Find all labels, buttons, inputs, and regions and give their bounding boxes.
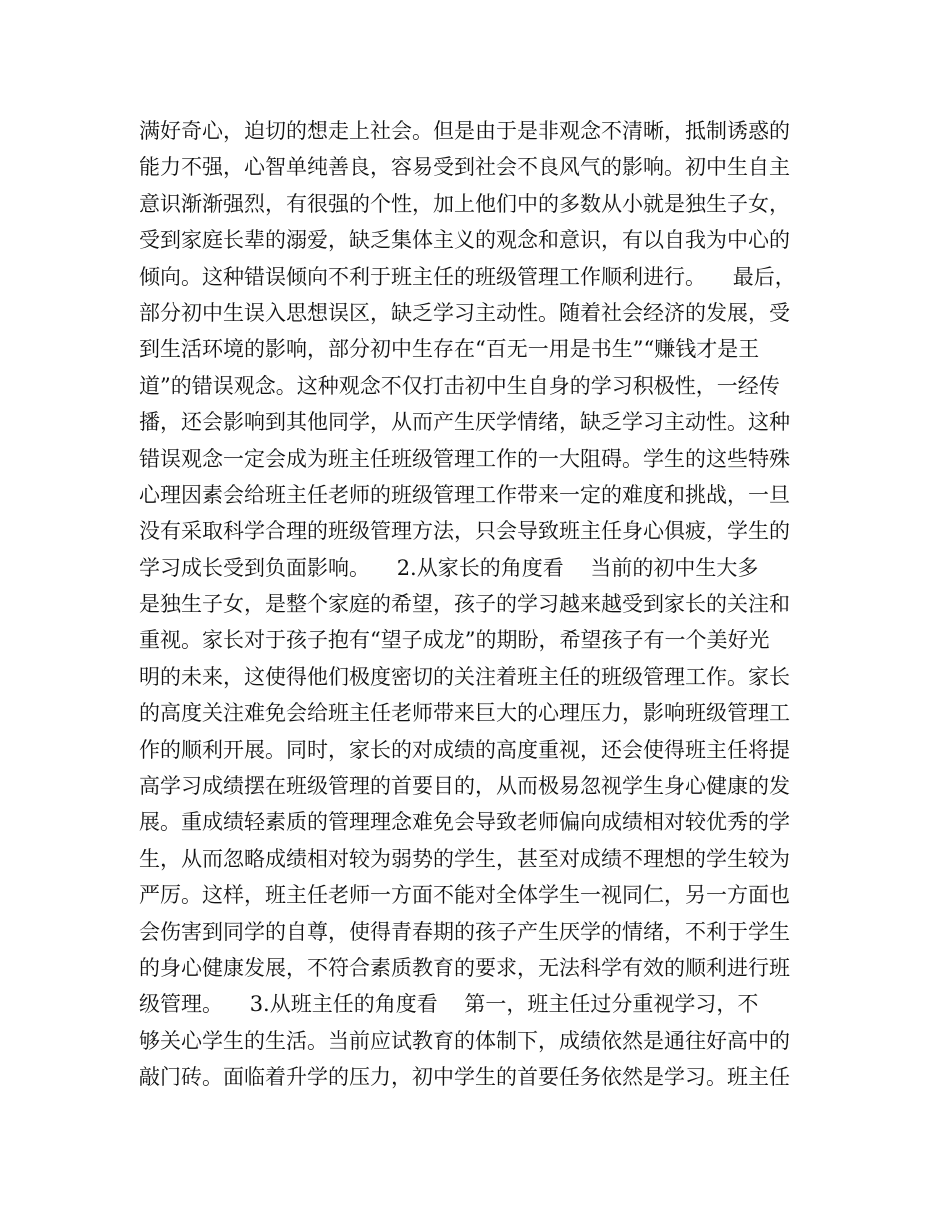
text-line: 心理因素会给班主任老师的班级管理工作带来一定的难度和挑战，一旦 bbox=[139, 482, 790, 507]
text-line: 是独生子女，是整个家庭的希望，孩子的学习越来越受到家长的关注和 bbox=[139, 592, 790, 617]
text-line: 够关心学生的生活。当前应试教育的体制下，成绩依然是通往好高中的 bbox=[139, 1028, 790, 1053]
text-line: 生，从而忽略成绩相对较为弱势的学生，甚至对成绩不理想的学生较为 bbox=[139, 846, 790, 871]
text-line: 到生活环境的影响，部分初中生存在“百无一用是书生”“赚钱才是王 bbox=[139, 337, 760, 362]
text-line: 高学习成绩摆在班级管理的首要目的，从而极易忽视学生身心健康的发 bbox=[139, 774, 790, 799]
text-line: 级管理。 3.从班主任的角度看 第一，班主任过分重视学习，不 bbox=[139, 992, 759, 1017]
text-line: 严厉。这样，班主任老师一方面不能对全体学生一视同仁，另一方面也 bbox=[139, 883, 790, 908]
text-line: 意识渐渐强烈，有很强的个性，加上他们中的多数从小就是独生子女， bbox=[139, 191, 790, 216]
text-line: 会伤害到同学的自尊，使得青春期的孩子产生厌学的情绪，不利于学生 bbox=[139, 919, 790, 944]
text-line: 没有采取科学合理的班级管理方法，只会导致班主任身心俱疲，学生的 bbox=[139, 519, 790, 544]
body-text bbox=[139, 113, 829, 1096]
text-line: 能力不强，心智单纯善良，容易受到社会不良风气的影响。初中生自主 bbox=[139, 155, 790, 180]
text-line: 满好奇心，迫切的想走上社会。但是由于是非观念不清晰，抵制诱惑的 bbox=[139, 119, 790, 143]
text-line: 部分初中生误入思想误区，缺乏学习主动性。随着社会经济的发展，受 bbox=[139, 300, 790, 325]
text-line: 展。重成绩轻素质的管理理念难免会导致老师偏向成绩相对较优秀的学 bbox=[139, 810, 790, 835]
text-line: 的高度关注难免会给班主任老师带来巨大的心理压力，影响班级管理工 bbox=[139, 701, 790, 726]
text-line: 学习成长受到负面影响。 2.从家长的角度看 当前的初中生大多 bbox=[139, 555, 759, 580]
text-line: 倾向。这种错误倾向不利于班主任的班级管理工作顺利进行。 最后， bbox=[139, 264, 796, 289]
text-line: 受到家庭长辈的溺爱，缺乏集体主义的观念和意识，有以自我为中心的 bbox=[139, 228, 790, 253]
text-line: 道”的错误观念。这种观念不仅打击初中生自身的学习积极性，一经传 bbox=[139, 373, 780, 398]
text-line: 播，还会影响到其他同学，从而产生厌学情绪，缺乏学习主动性。这种 bbox=[139, 410, 790, 435]
text-line: 重视。家长对于孩子抱有“望子成龙”的期盼，希望孩子有一个美好光 bbox=[139, 628, 770, 653]
text-line: 错误观念一定会成为班主任班级管理工作的一大阻碍。学生的这些特殊 bbox=[139, 446, 790, 471]
text-line: 的身心健康发展，不符合素质教育的要求，无法科学有效的顺利进行班 bbox=[139, 955, 790, 980]
text-line: 敲门砖。面临着升学的压力，初中学生的首要任务依然是学习。班主任 bbox=[139, 1065, 790, 1090]
text-line: 作的顺利开展。同时，家长的对成绩的高度重视，还会使得班主任将提 bbox=[139, 737, 790, 762]
text-line: 明的未来，这使得他们极度密切的关注着班主任的班级管理工作。家长 bbox=[139, 664, 790, 689]
